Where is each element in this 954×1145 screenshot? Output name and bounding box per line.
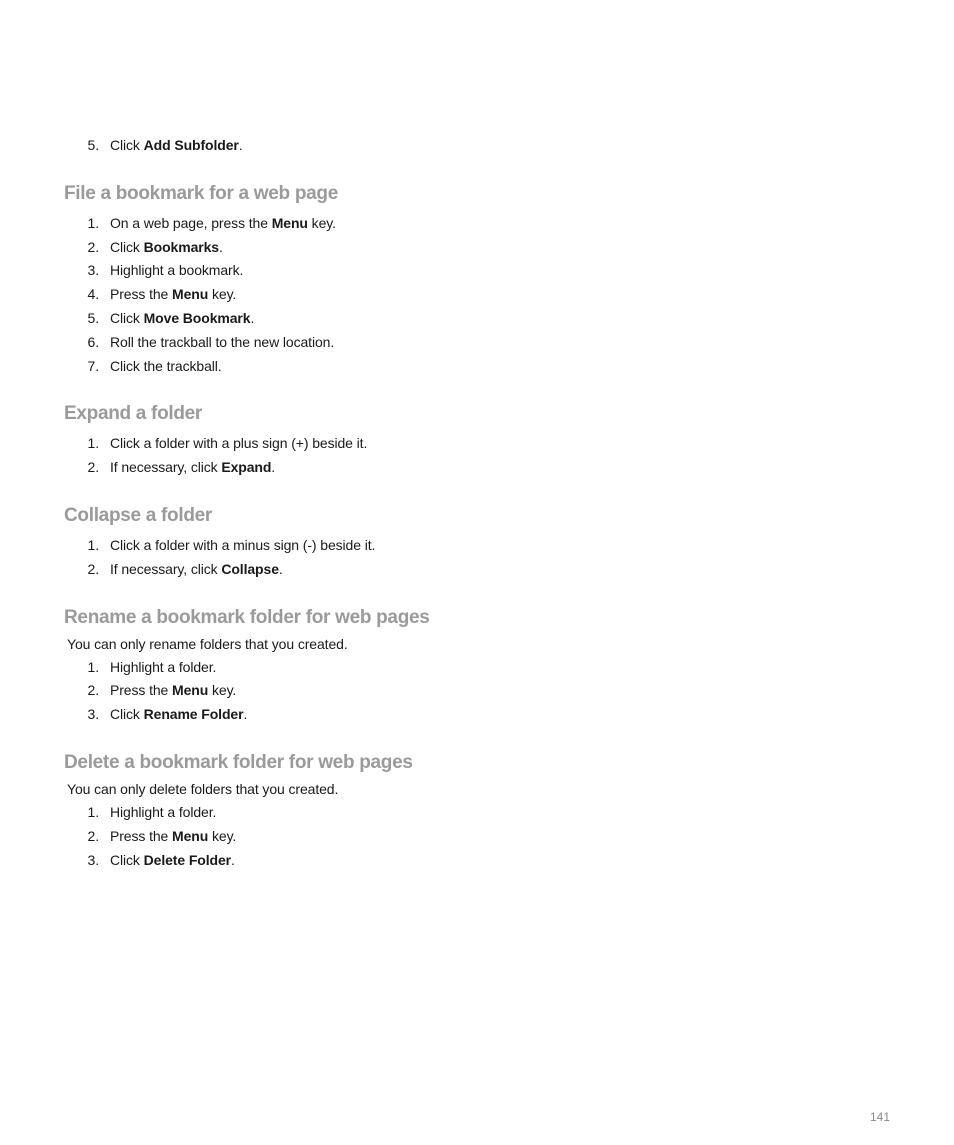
step-text: Highlight a folder. bbox=[110, 803, 217, 820]
step-ui-term: Delete Folder bbox=[143, 851, 232, 868]
step-text-end: key. bbox=[208, 827, 237, 844]
step-number: 6. bbox=[87, 333, 99, 350]
section-title: File a bookmark for a web page bbox=[64, 182, 338, 204]
section-title: Delete a bookmark folder for web pages bbox=[64, 751, 413, 773]
steps-list bbox=[64, 534, 884, 582]
step-ui-term: Menu bbox=[172, 827, 209, 844]
step-item bbox=[64, 355, 884, 379]
step-number: 2. bbox=[87, 682, 99, 699]
section-file-bookmark bbox=[64, 182, 884, 379]
step-text-end: . bbox=[271, 459, 276, 476]
step-text: Press the bbox=[110, 827, 173, 844]
section-expand-folder bbox=[64, 402, 884, 480]
step-item bbox=[64, 259, 884, 283]
step-text: Click bbox=[110, 238, 144, 255]
step-number: 1. bbox=[87, 658, 99, 675]
step-text: Click bbox=[110, 137, 144, 153]
step-text-end: . bbox=[238, 137, 243, 153]
step-number: 1. bbox=[87, 214, 99, 231]
step-text-end: key. bbox=[208, 682, 237, 699]
step-ui-term: Menu bbox=[172, 682, 209, 699]
steps-list bbox=[64, 801, 884, 872]
step-ui-term: Menu bbox=[172, 286, 209, 303]
steps-list bbox=[64, 432, 884, 480]
section-title: Collapse a folder bbox=[64, 504, 212, 526]
section-delete-folder bbox=[64, 751, 884, 872]
step-number: 5. bbox=[87, 309, 99, 326]
step-number: 1. bbox=[87, 536, 99, 553]
step-number: 3. bbox=[87, 706, 99, 723]
step-text-end: . bbox=[218, 238, 223, 255]
step-number: 4. bbox=[87, 286, 99, 303]
step-item bbox=[64, 236, 884, 260]
step-ui-term: Menu bbox=[271, 214, 308, 231]
step-item bbox=[64, 558, 884, 582]
step-number: 3. bbox=[87, 262, 99, 279]
step-text: Click the trackball. bbox=[110, 357, 222, 374]
step-number: 2. bbox=[87, 560, 99, 577]
step-text-end: . bbox=[243, 706, 248, 723]
step-item bbox=[64, 283, 884, 307]
step-ui-term: Add Subfolder bbox=[143, 137, 239, 153]
step-item bbox=[64, 432, 884, 456]
section-intro: You can only delete folders that you created. bbox=[67, 780, 339, 797]
step-ui-term: Move Bookmark bbox=[143, 309, 251, 326]
step-item bbox=[64, 849, 884, 873]
step-number: 3. bbox=[87, 851, 99, 868]
step-item bbox=[64, 212, 884, 236]
step-item bbox=[64, 656, 884, 680]
continued-steps-list bbox=[64, 134, 884, 158]
section-title: Expand a folder bbox=[64, 403, 203, 425]
step-text-end: . bbox=[278, 560, 283, 577]
step-ui-term: Rename Folder bbox=[143, 706, 244, 723]
step-item bbox=[64, 331, 884, 355]
step-number: 2. bbox=[87, 459, 99, 476]
step-item bbox=[64, 801, 884, 825]
step-text: Click bbox=[110, 706, 144, 723]
step-item bbox=[64, 703, 884, 727]
step-text: Press the bbox=[110, 682, 173, 699]
step-text: Click bbox=[110, 851, 144, 868]
step-item bbox=[64, 307, 884, 331]
step-text: Click a folder with a minus sign (-) beside it. bbox=[110, 536, 376, 553]
step-ui-term: Collapse bbox=[221, 560, 279, 577]
step-text: Highlight a bookmark. bbox=[110, 262, 244, 279]
step-text: Click bbox=[110, 309, 144, 326]
section-collapse-folder bbox=[64, 504, 884, 582]
step-number: 2. bbox=[87, 827, 99, 844]
step-text: If necessary, click bbox=[110, 459, 222, 476]
step-item bbox=[64, 534, 884, 558]
step-text: Roll the trackball to the new location. bbox=[110, 333, 335, 350]
step-text: Press the bbox=[110, 286, 173, 303]
step-ui-term: Expand bbox=[221, 459, 272, 476]
step-text-end: . bbox=[231, 851, 235, 868]
steps-list bbox=[64, 656, 884, 727]
step-text-end: . bbox=[250, 309, 255, 326]
step-ui-term: Bookmarks bbox=[143, 238, 219, 255]
step-number: 2. bbox=[87, 238, 99, 255]
step-number: 5. bbox=[87, 137, 99, 153]
steps-list bbox=[64, 212, 884, 379]
step-text: Highlight a folder. bbox=[110, 658, 217, 675]
page-number: 141 bbox=[869, 1110, 890, 1124]
section-title: Rename a bookmark folder for web pages bbox=[64, 606, 430, 628]
step-item bbox=[64, 825, 884, 849]
step-number: 1. bbox=[87, 803, 99, 820]
step-item bbox=[64, 134, 884, 158]
page-content bbox=[64, 134, 884, 872]
step-text-end: key. bbox=[307, 214, 336, 231]
step-item bbox=[64, 679, 884, 703]
step-text: On a web page, press the bbox=[110, 214, 272, 231]
step-text: If necessary, click bbox=[110, 560, 222, 577]
section-rename-folder bbox=[64, 606, 884, 727]
step-text: Click a folder with a plus sign (+) beside it. bbox=[110, 435, 368, 452]
step-number: 7. bbox=[87, 357, 99, 374]
step-text-end: key. bbox=[208, 286, 237, 303]
step-item bbox=[64, 456, 884, 480]
step-number: 1. bbox=[87, 435, 99, 452]
section-intro: You can only rename folders that you created. bbox=[67, 635, 348, 652]
